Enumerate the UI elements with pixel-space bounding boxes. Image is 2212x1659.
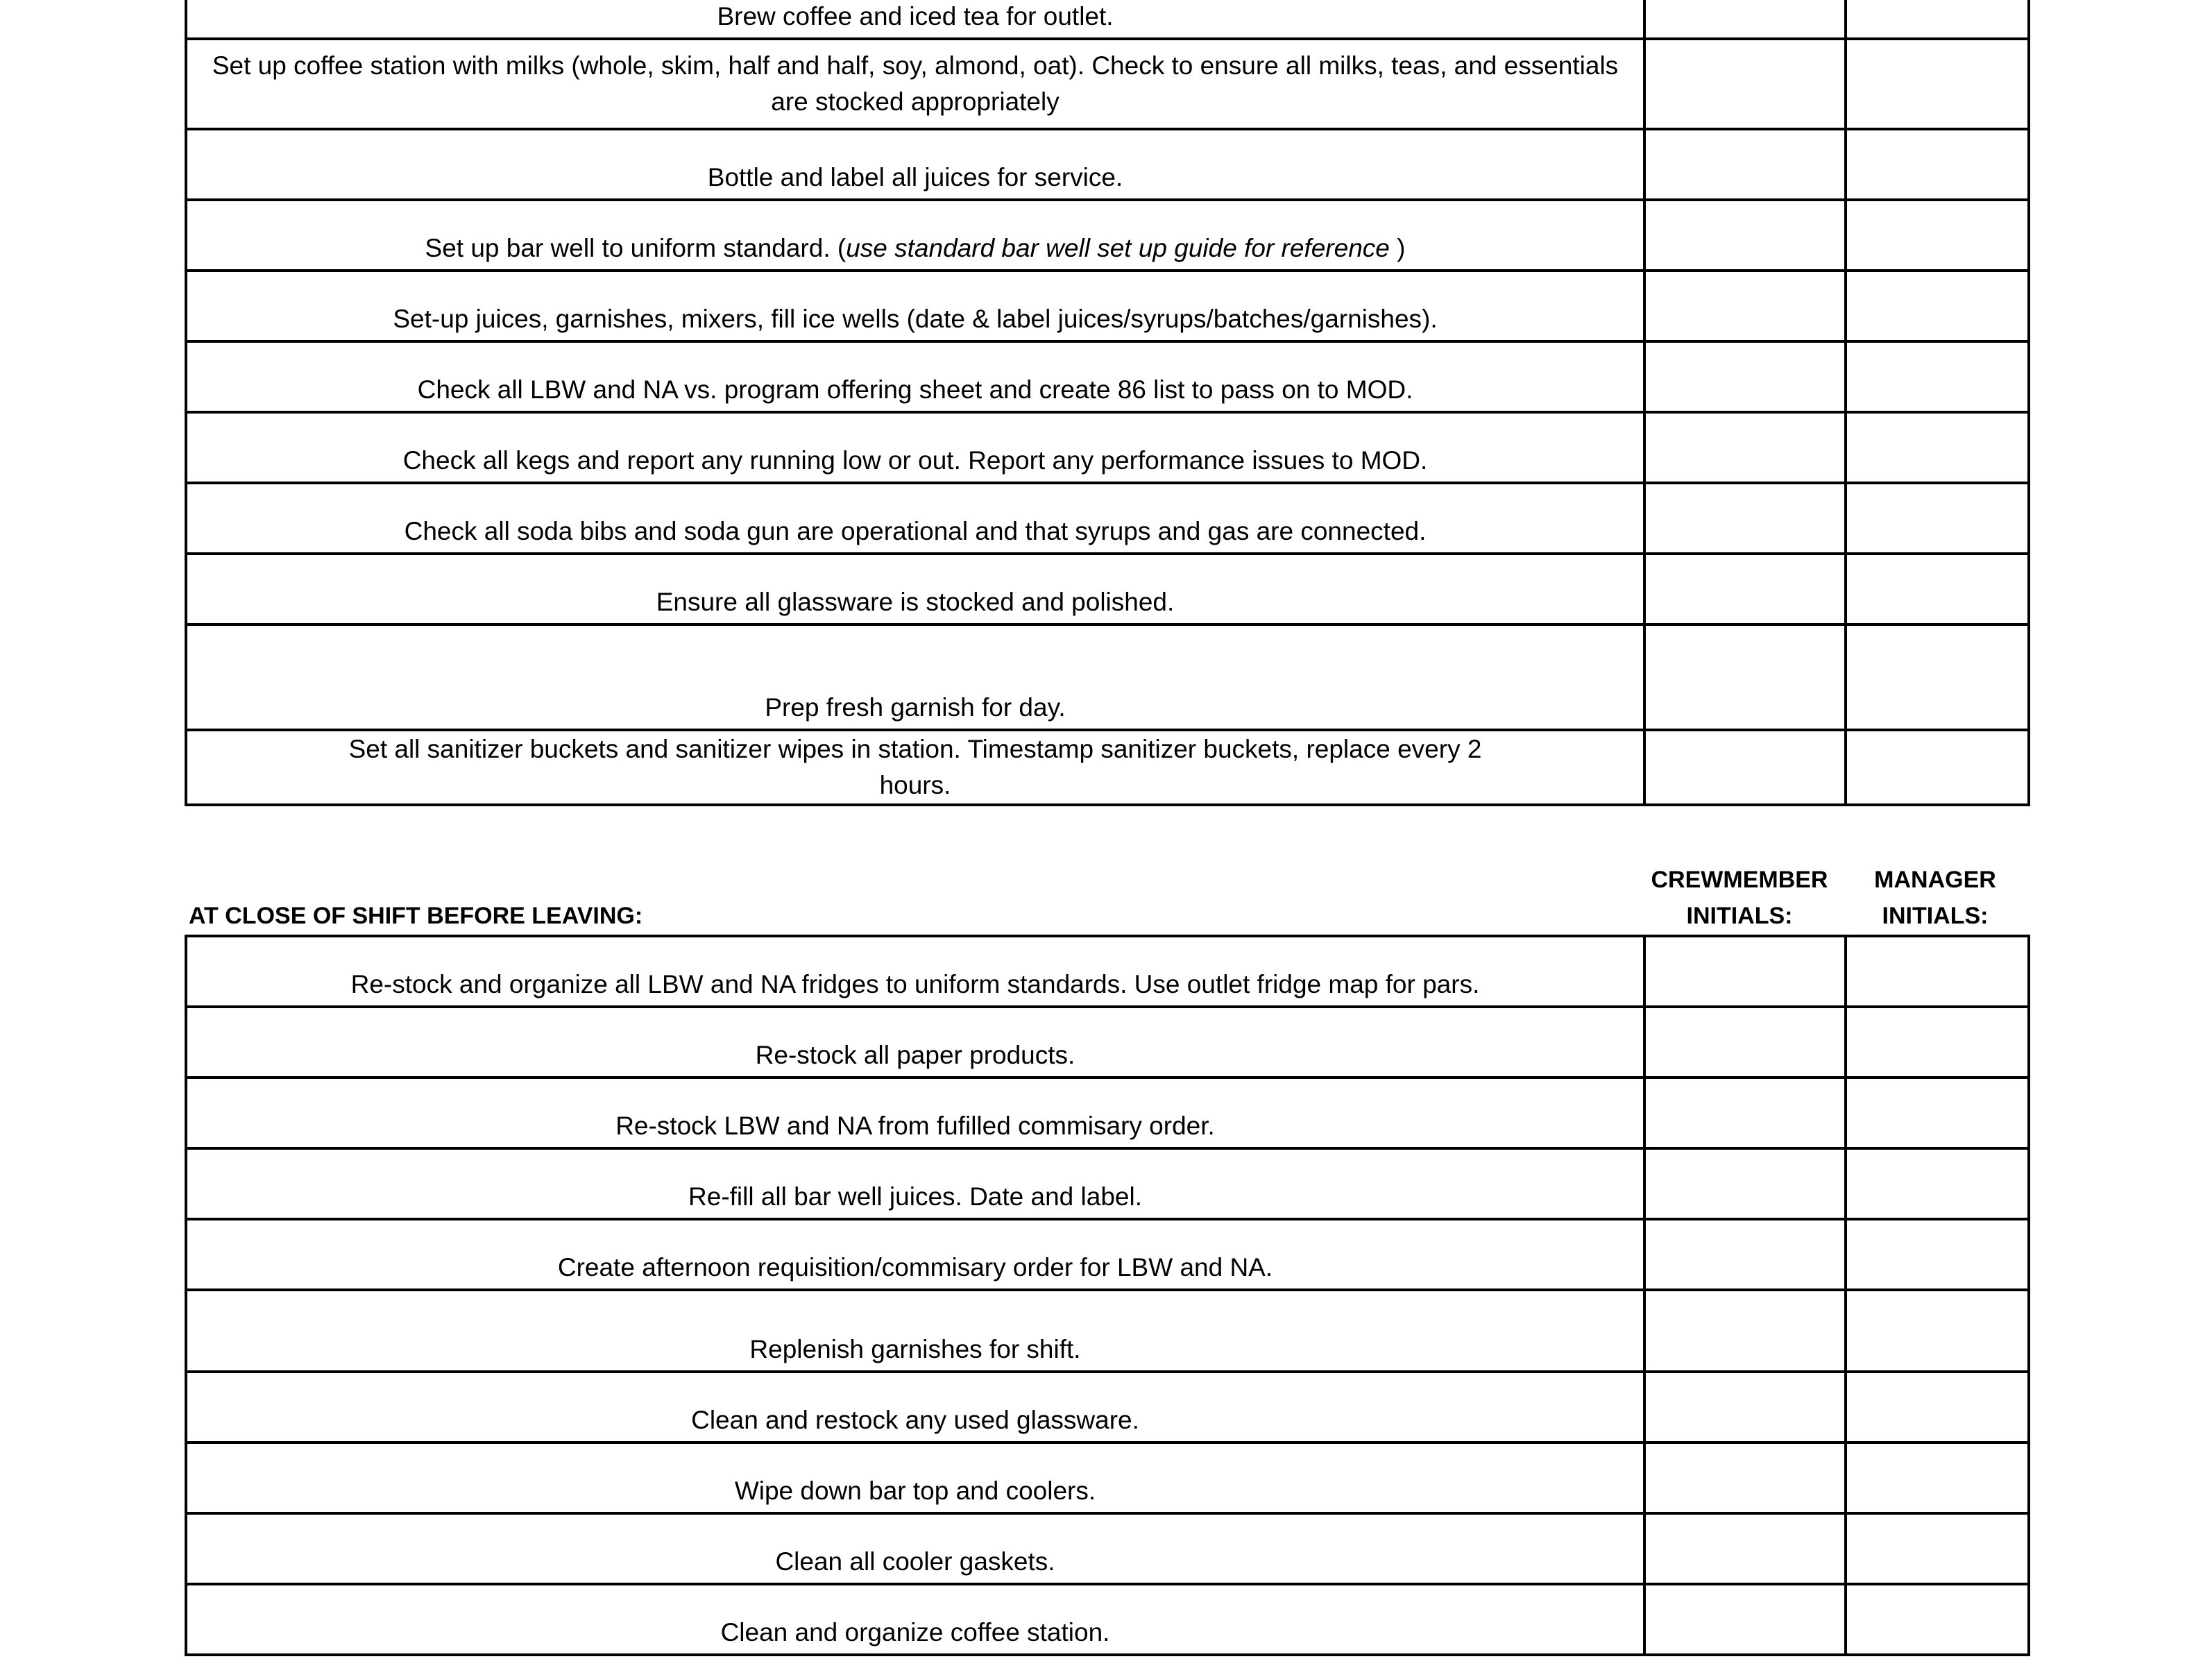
manager-initials-cell[interactable] [1846, 624, 2029, 730]
checklist-row [186, 730, 2029, 805]
task-text: Clean and restock any used glassware. [186, 1372, 1644, 1443]
task-text: Re-stock LBW and NA from fufilled commisary order. [186, 1078, 1644, 1148]
manager-initials-cell[interactable] [1846, 1372, 2029, 1443]
checklist-row [186, 1513, 2029, 1584]
task-text-suffix: ) [1389, 234, 1406, 262]
task-text: Replenish garnishes for shift. [186, 1290, 1644, 1372]
crew-initials-cell[interactable] [1644, 730, 1846, 805]
manager-initials-cell[interactable] [1846, 200, 2029, 271]
task-text: Re-stock and organize all LBW and NA fridges to uniform standards. Use outlet fridge map for pars. [186, 936, 1644, 1007]
crew-initials-cell[interactable] [1644, 483, 1846, 554]
task-text: Set-up juices, garnishes, mixers, fill ice wells (date & label juices/syrups/batches/garnishes). [186, 271, 1644, 341]
crew-initials-cell[interactable] [1644, 624, 1846, 730]
crew-initials-cell[interactable] [1644, 1290, 1846, 1372]
checklist-row [186, 1443, 2029, 1513]
manager-initials-cell[interactable] [1846, 341, 2029, 412]
checklist-row [186, 554, 2029, 624]
crew-initials-cell[interactable] [1644, 271, 1846, 341]
task-text: Check all kegs and report any running low or out. Report any performance issues to MOD. [186, 412, 1644, 483]
task-text: Brew coffee and iced tea for outlet. [186, 0, 1644, 39]
crew-initials-cell[interactable] [1644, 554, 1846, 624]
task-text: Wipe down bar top and coolers. [186, 1443, 1644, 1513]
manager-initials-cell[interactable] [1846, 1078, 2029, 1148]
crew-initials-cell[interactable] [1644, 1007, 1846, 1078]
manager-initials-cell[interactable] [1846, 554, 2029, 624]
crew-initials-cell[interactable] [1644, 341, 1846, 412]
manager-initials-cell[interactable] [1846, 1007, 2029, 1078]
task-text: Re-stock all paper products. [186, 1007, 1644, 1078]
manager-initials-cell[interactable] [1846, 412, 2029, 483]
manager-initials-cell[interactable] [1846, 39, 2029, 129]
task-text: Clean and organize coffee station. [186, 1584, 1644, 1655]
task-text: Check all LBW and NA vs. program offering sheet and create 86 list to pass on to MOD. [186, 341, 1644, 412]
task-text: Bottle and label all juices for service. [186, 129, 1644, 200]
crew-initials-cell[interactable] [1644, 1584, 1846, 1655]
task-text: Prep fresh garnish for day. [186, 624, 1644, 730]
crew-initials-cell[interactable] [1644, 1078, 1846, 1148]
checklist-row [186, 1007, 2029, 1078]
opening-checklist-table [185, 0, 2030, 806]
task-text: Create afternoon requisition/commisary order for LBW and NA. [186, 1219, 1644, 1290]
manager-initials-header [1843, 862, 2027, 934]
task-text: Set all sanitizer buckets and sanitizer wipes in station. Timestamp sanitizer buckets, replace every 2 hours. [186, 730, 1644, 805]
checklist-row [186, 412, 2029, 483]
manager-initials-cell[interactable] [1846, 1290, 2029, 1372]
checklist-row [186, 39, 2029, 129]
checklist-row [186, 1290, 2029, 1372]
checklist-row [186, 341, 2029, 412]
crew-initials-cell[interactable] [1644, 39, 1846, 129]
manager-initials-cell[interactable] [1846, 271, 2029, 341]
crew-initials-cell[interactable] [1644, 1219, 1846, 1290]
checklist-row [186, 271, 2029, 341]
task-text: Re-fill all bar well juices. Date and label. [186, 1148, 1644, 1219]
manager-initials-cell[interactable] [1846, 936, 2029, 1007]
task-text: Clean all cooler gaskets. [186, 1513, 1644, 1584]
checklist-row [186, 624, 2029, 730]
task-text: Check all soda bibs and soda gun are operational and that syrups and gas are connected. [186, 483, 1644, 554]
manager-initials-cell[interactable] [1846, 1148, 2029, 1219]
manager-initials-cell[interactable] [1846, 0, 2029, 39]
checklist-row [186, 0, 2029, 39]
checklist-row [186, 129, 2029, 200]
crew-initials-cell[interactable] [1644, 0, 1846, 39]
manager-initials-cell[interactable] [1846, 483, 2029, 554]
task-text: Set up coffee station with milks (whole, skim, half and half, soy, almond, oat). Check to ensure all milks, teas, and essentials are stocked appropriately [186, 39, 1644, 129]
manager-initials-cell[interactable] [1846, 1584, 2029, 1655]
checklist-row [186, 936, 2029, 1007]
task-text [186, 200, 1644, 271]
checklist-row [186, 1372, 2029, 1443]
crew-header-line2: INITIALS: [1686, 903, 1793, 929]
crew-header-line1: CREWMEMBER [1651, 867, 1828, 893]
crew-initials-cell[interactable] [1644, 1372, 1846, 1443]
manager-header-line1: MANAGER [1874, 867, 1996, 893]
manager-initials-cell[interactable] [1846, 129, 2029, 200]
closing-checklist-table [185, 935, 2030, 1656]
manager-header-line2: INITIALS: [1882, 903, 1989, 929]
manager-initials-cell[interactable] [1846, 1219, 2029, 1290]
section-title: AT CLOSE OF SHIFT BEFORE LEAVING: [189, 903, 643, 929]
manager-initials-cell[interactable] [1846, 1443, 2029, 1513]
crew-initials-cell[interactable] [1644, 200, 1846, 271]
crew-initials-cell[interactable] [1644, 936, 1846, 1007]
checklist-row [186, 1584, 2029, 1655]
crew-initials-cell[interactable] [1644, 1513, 1846, 1584]
checklist-row [186, 200, 2029, 271]
crew-initials-cell[interactable] [1644, 1148, 1846, 1219]
manager-initials-cell[interactable] [1846, 1513, 2029, 1584]
crew-initials-cell[interactable] [1644, 412, 1846, 483]
checklist-row [186, 483, 2029, 554]
crew-initials-header [1643, 862, 1836, 934]
manager-initials-cell[interactable] [1846, 730, 2029, 805]
task-text-italic: use standard bar well set up guide for reference [846, 234, 1390, 262]
checklist-row [186, 1219, 2029, 1290]
checklist-row [186, 1148, 2029, 1219]
crew-initials-cell[interactable] [1644, 129, 1846, 200]
task-text-main: Set up bar well to uniform standard. ( [425, 234, 846, 262]
checklist-row [186, 1078, 2029, 1148]
crew-initials-cell[interactable] [1644, 1443, 1846, 1513]
task-text: Ensure all glassware is stocked and polished. [186, 554, 1644, 624]
